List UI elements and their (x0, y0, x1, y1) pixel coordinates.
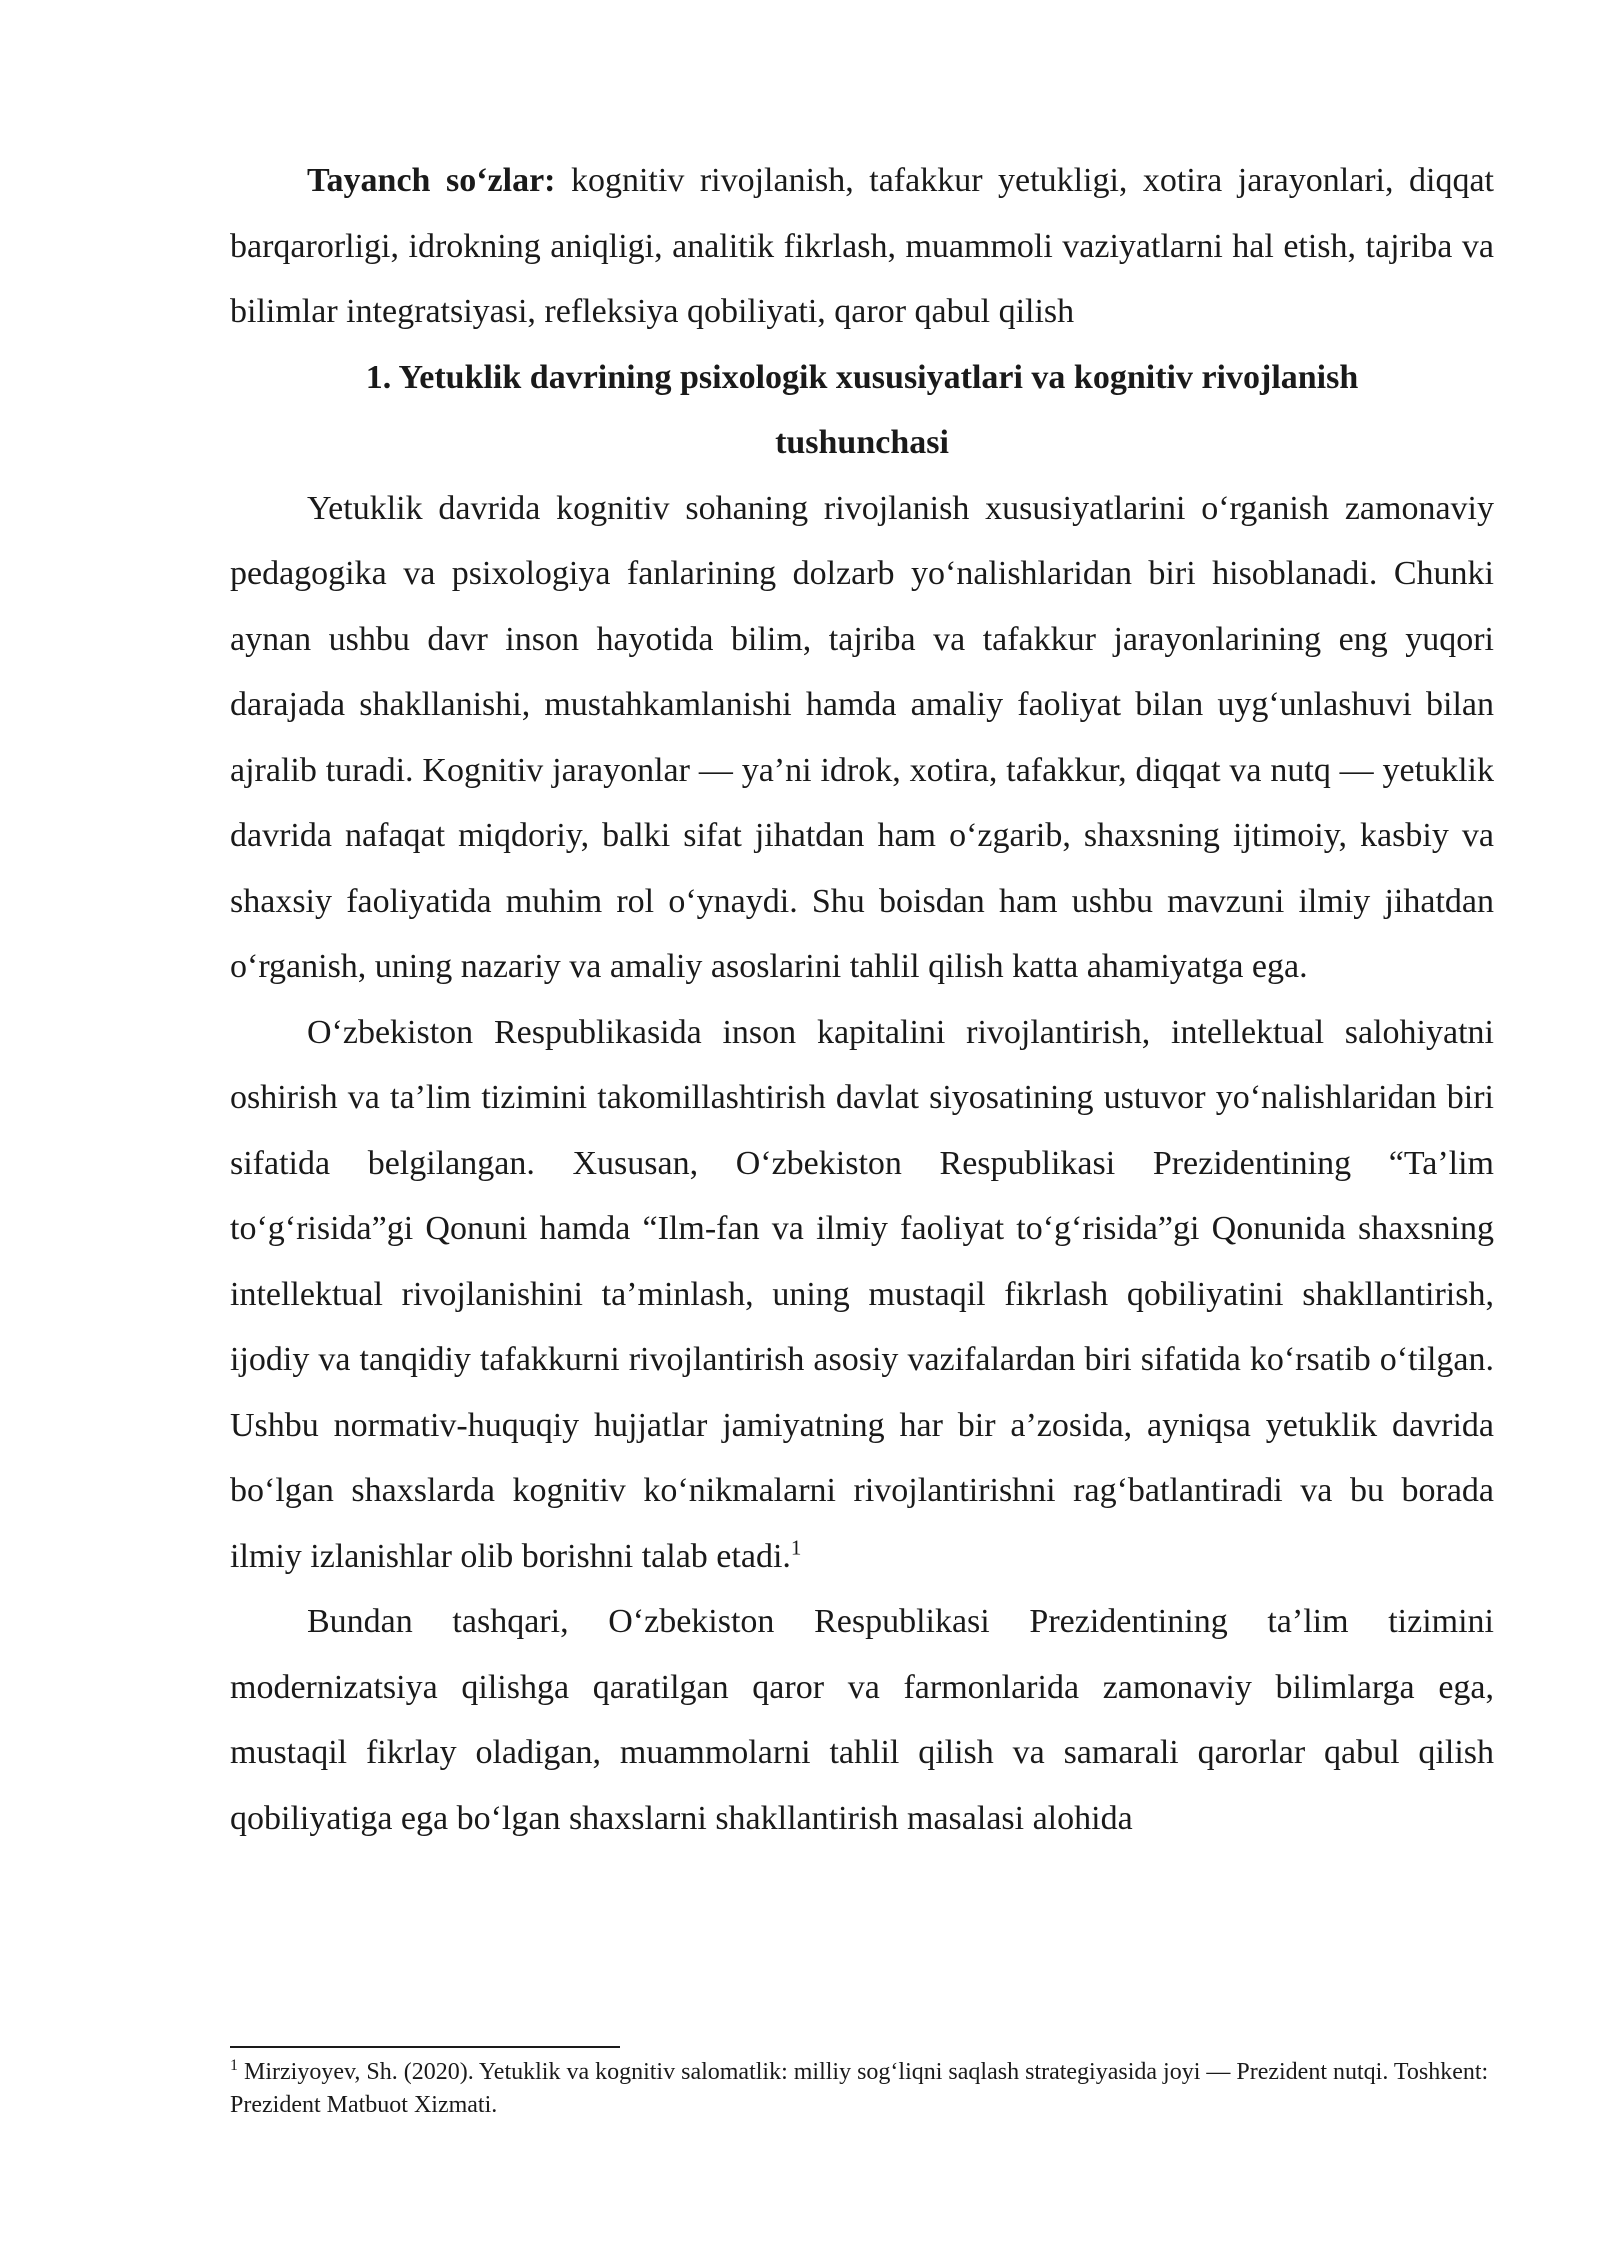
paragraph-2 (230, 1000, 1494, 1590)
footnote (230, 2056, 1494, 2122)
paragraph-1: Yetuklik davrida kognitiv sohaning rivojlanish xususiyatlarini o‘rganish zamonaviy pedagogika va psixologiya fanlarining dolzarb yo‘nalishlaridan biri hisoblanadi. Chunki aynan ushbu davr inson hayotida bilim, tajriba va tafakkur jarayonlarining eng yuqori darajada shakllanishi, mustahkamlanishi hamda amaliy faoliyat bilan uyg‘unlashuvi bilan ajralib turadi. Kognitiv jarayonlar — ya’ni idrok, xotira, tafakkur, diqqat va nutq — yetuklik davrida nafaqat miqdoriy, balki sifat jihatdan ham o‘zgarib, shaxsning ijtimoiy, kasbiy va shaxsiy faoliyatida muhim rol o‘ynaydi. Shu boisdan ham ushbu mavzuni ilmiy jihatdan o‘rganish, uning nazariy va amaliy asoslarini tahlil qilish katta ahamiyatga ega. (230, 489, 1494, 985)
section-heading: 1. Yetuklik davrining psixologik xususiyatlari va kognitiv rivojlanish tushunchasi (365, 358, 1359, 461)
footnote-text: Mirziyoyev, Sh. (2020). Yetuklik va kognitiv salomatlik: milliy sog‘liqni saqlash strategiyasida joyi — Prezident nutqi. Toshkent: Prezident Matbuot Xizmati. (230, 2059, 1489, 2118)
keywords-label: Tayanch so‘zlar: (307, 162, 556, 199)
paragraph-2-text: O‘zbekiston Respublikasida inson kapitalini rivojlantirish, intellektual salohiyatni oshirish va ta’lim tizimini takomillashtirish davlat siyosatining ustuvor yo‘nalishlaridan biri sifatida belgilangan. Xususan, O‘zbekiston Respublikasi Prezidentining “Ta’lim to‘g‘risida”gi Qonuni hamda “Ilm-fan va ilmiy faoliyat to‘g‘risida”gi Qonunida shaxsning intellektual rivojlanishini ta’minlash, uning mustaqil fikrlash qobiliyatini shakllantirish, ijodiy va tanqidiy tafakkurni rivojlantirish asosiy vazifalardan biri sifatida ko‘rsatib o‘tilgan. Ushbu normativ-huquqiy hujjatlar jamiyatning har bir a’zosida, ayniqsa yetuklik davrida bo‘lgan shaxslarda kognitiv ko‘nikmalarni rivojlantirishni rag‘batlantiradi va bu borada ilmiy izlanishlar olib borishni talab etadi. (230, 1013, 1494, 1575)
footnote-divider (230, 2046, 620, 2048)
document-body (230, 148, 1494, 1851)
keywords-text: kognitiv rivojlanish, tafakkur yetukligi, xotira jarayonlari, diqqat barqarorligi, idrokning aniqligi, analitik fikrlash, muammoli vaziyatlarni hal etish, tajriba va bilimlar integratsiyasi, refleksiya qobiliyati, qaror qabul qilish (230, 162, 1494, 330)
keywords-paragraph (230, 148, 1494, 345)
footnote-number: 1 (230, 2057, 238, 2074)
footnote-reference[interactable]: 1 (790, 1535, 802, 1560)
paragraph-3: Bundan tashqari, O‘zbekiston Respublikasi Prezidentining ta’lim tizimini modernizatsiya qilishga qaratilgan qaror va farmonlarida zamonaviy bilimlarga ega, mustaqil fikrlay oladigan, muammolarni tahlil qilish va samarali qarorlar qabul qilish qobiliyatiga ega bo‘lgan shaxslarni shakllantirish masalasi alohida (230, 1603, 1494, 1837)
